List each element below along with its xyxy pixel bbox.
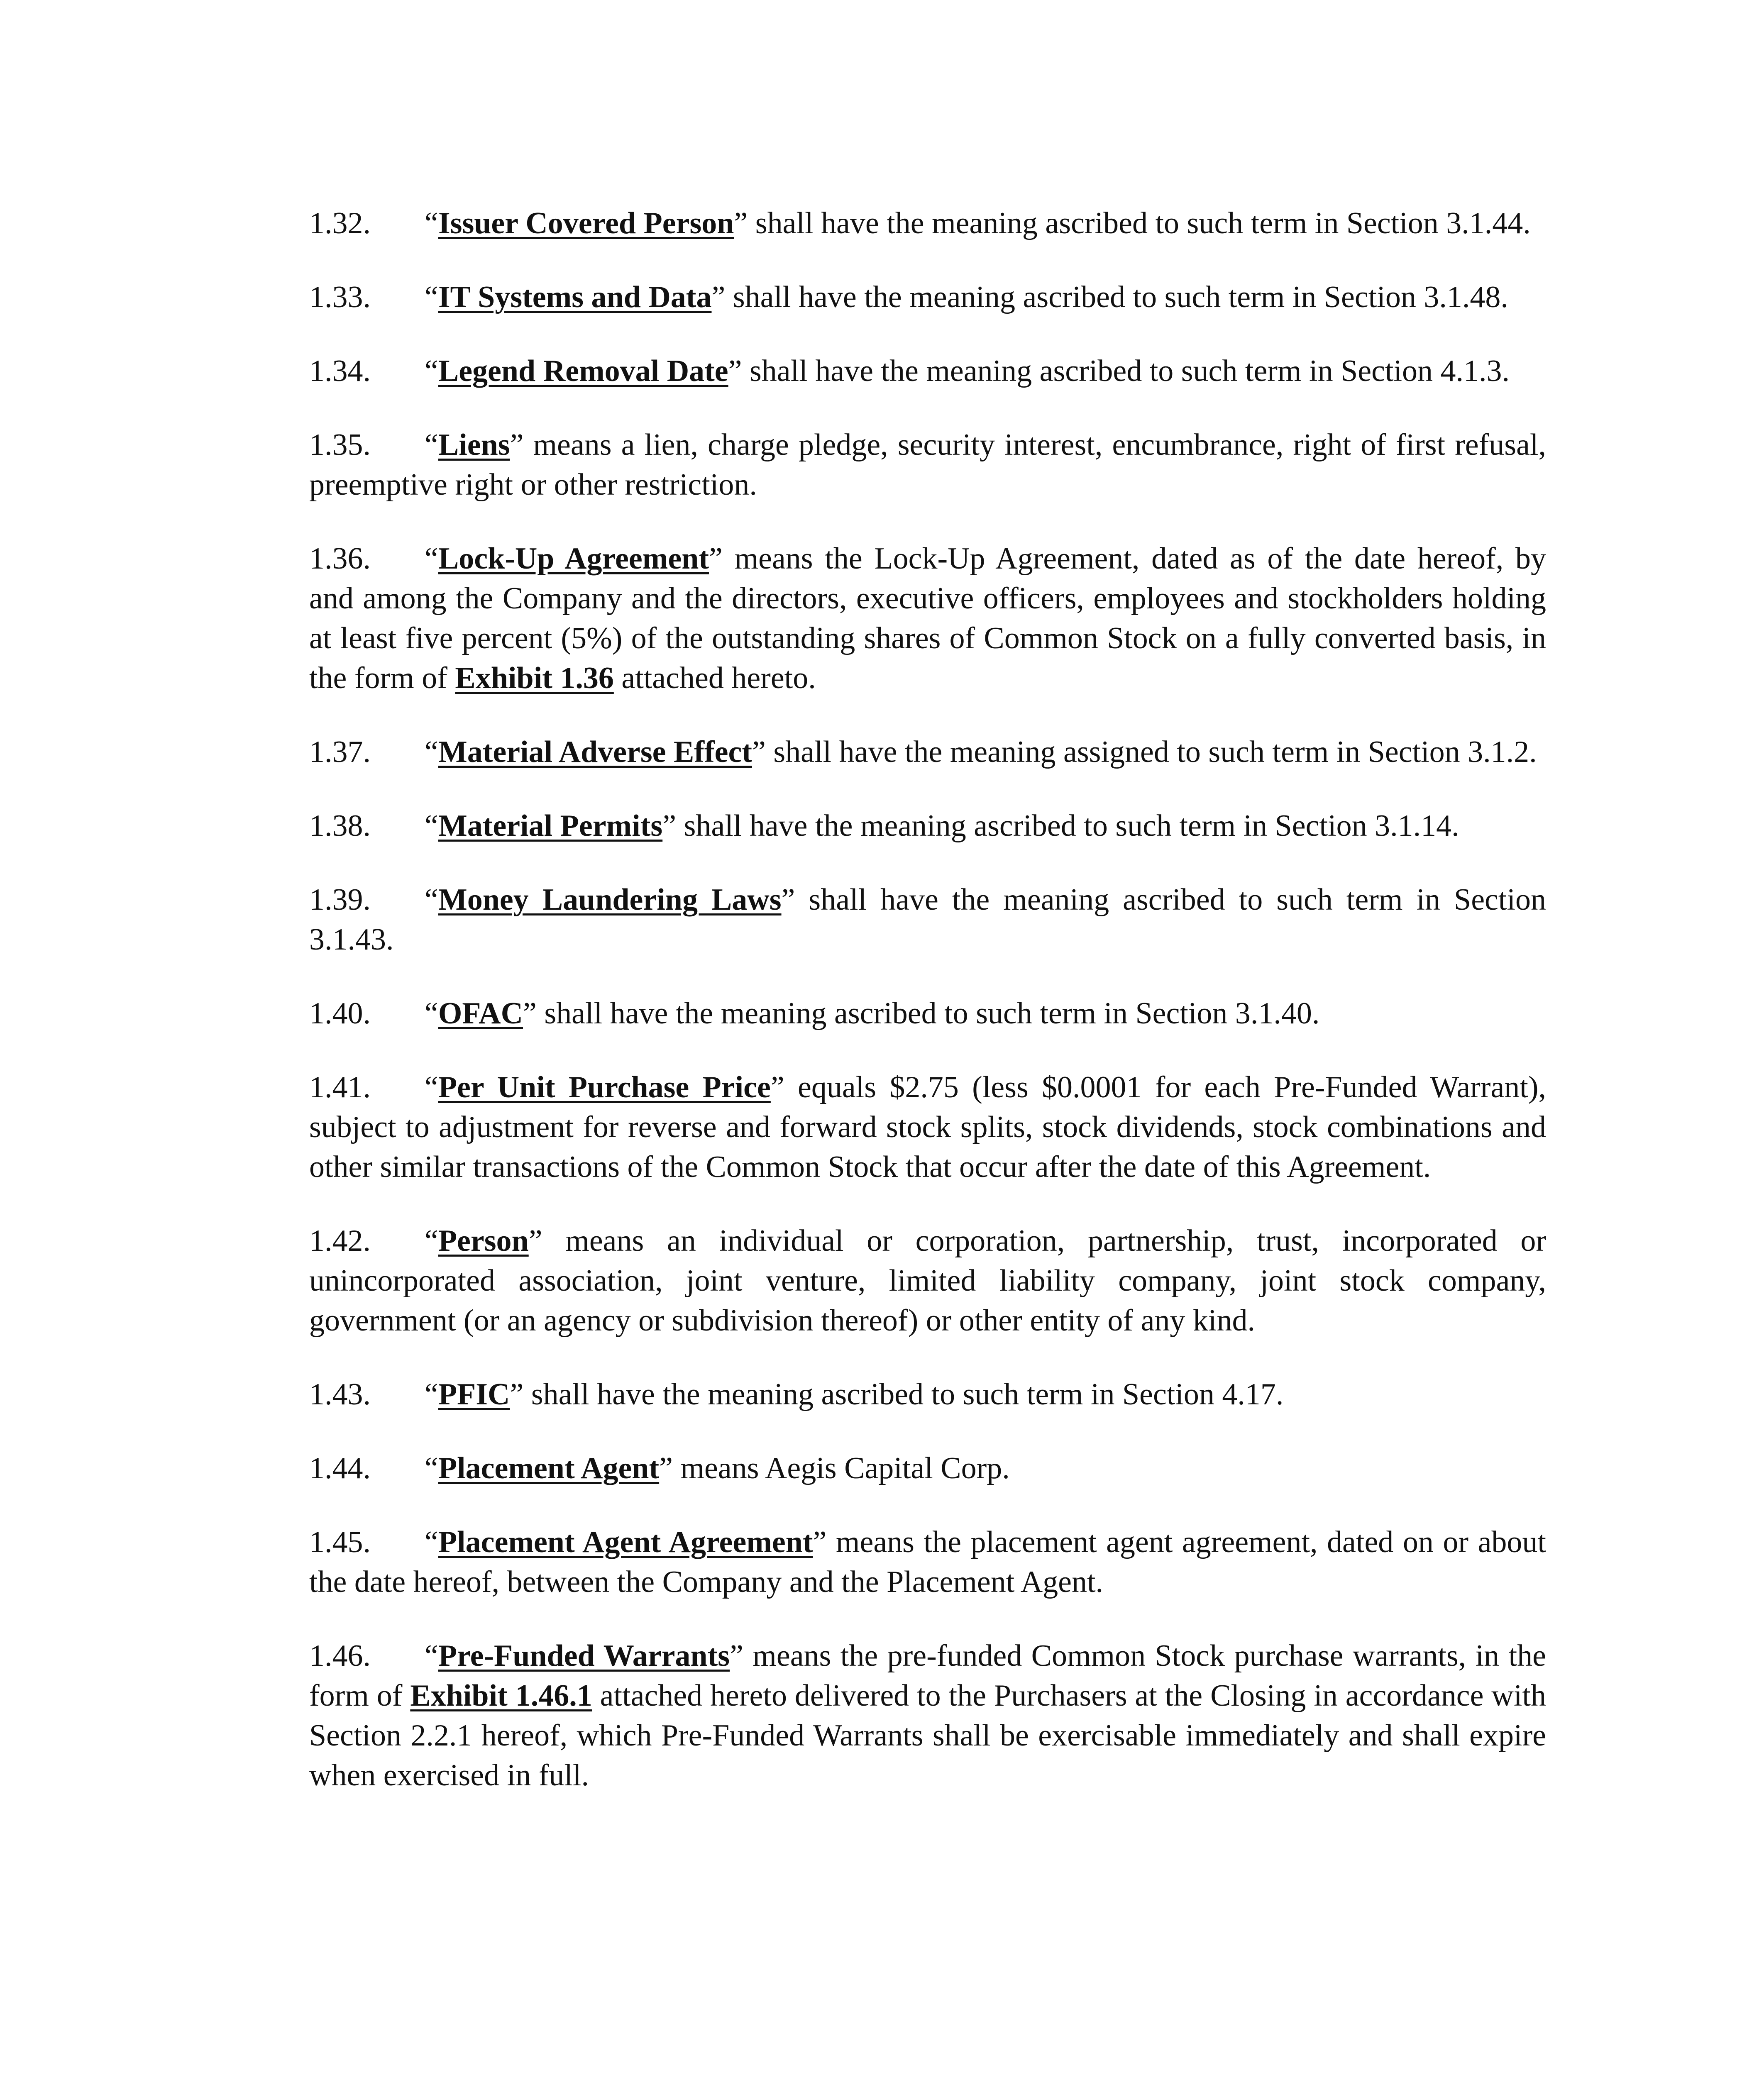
definition-text: shall have the meaning ascribed to such term in Section 3.1.48.	[725, 280, 1508, 314]
definition-text-continued: attached hereto delivered to the Purchasers at the Closing in accordance with Section 2.2.1 hereof, which Pre-Funded Warrants shall be exercisable immediately and shall expire when exercised in full.	[309, 1679, 1546, 1792]
definition-text: shall have the meaning assigned to such term in Section 3.1.2.	[765, 735, 1537, 769]
definition-number: 1.38.	[309, 809, 371, 843]
definition-text: means a lien, charge pledge, security interest, encumbrance, right of first refusal, preemptive right or other restriction.	[309, 428, 1546, 502]
definitions-list	[309, 203, 1546, 1829]
defined-term: Legend Removal Date	[438, 354, 728, 388]
close-quote: ”	[709, 542, 723, 576]
definition-1-44	[309, 1448, 1546, 1488]
close-quote: ”	[528, 1224, 542, 1258]
definition-text: equals $2.75 (less $0.0001 for each Pre-Funded Warrant), subject to adjustment for reverse and forward stock splits, stock dividends, stock combinations and other similar transactions of the Common Stock that occur after the date of this Agreement.	[309, 1070, 1546, 1184]
open-quote: “	[425, 1639, 438, 1673]
open-quote: “	[425, 883, 438, 917]
close-quote: ”	[510, 1377, 524, 1411]
exhibit-reference: Exhibit 1.36	[455, 661, 614, 695]
close-quote: ”	[711, 280, 726, 314]
definition-number: 1.44.	[309, 1451, 371, 1485]
open-quote: “	[425, 542, 438, 576]
defined-term: Material Adverse Effect	[438, 735, 752, 769]
exhibit-reference: Exhibit 1.46.1	[410, 1679, 592, 1713]
definition-text: shall have the meaning ascribed to such term in Section 3.1.14.	[676, 809, 1459, 843]
open-quote: “	[425, 735, 438, 769]
defined-term: Person	[438, 1224, 529, 1258]
definition-number: 1.43.	[309, 1377, 371, 1411]
definition-1-35	[309, 425, 1546, 505]
definition-number: 1.32.	[309, 206, 371, 240]
close-quote: ”	[781, 883, 795, 917]
definition-1-42	[309, 1221, 1546, 1340]
defined-term: Placement Agent	[438, 1451, 660, 1485]
definition-1-43	[309, 1374, 1546, 1414]
definition-number: 1.36.	[309, 542, 371, 576]
defined-term: Material Permits	[438, 809, 663, 843]
definition-number: 1.40.	[309, 996, 371, 1030]
close-quote: ”	[813, 1525, 827, 1559]
close-quote: ”	[728, 354, 742, 388]
definition-1-41	[309, 1067, 1546, 1187]
open-quote: “	[425, 1451, 438, 1485]
definition-number: 1.41.	[309, 1070, 371, 1104]
open-quote: “	[425, 206, 438, 240]
close-quote: ”	[662, 809, 677, 843]
defined-term: Placement Agent Agreement	[438, 1525, 813, 1559]
definition-number: 1.42.	[309, 1224, 371, 1258]
close-quote: ”	[734, 206, 748, 240]
definition-1-34	[309, 351, 1546, 391]
definition-text: means Aegis Capital Corp.	[672, 1451, 1010, 1485]
defined-term: Money Laundering Laws	[438, 883, 782, 917]
definition-text: shall have the meaning ascribed to such term in Section 4.17.	[523, 1377, 1284, 1411]
definition-1-36	[309, 539, 1546, 698]
definition-text: shall have the meaning ascribed to such term in Section 4.1.3.	[742, 354, 1510, 388]
open-quote: “	[425, 1070, 438, 1104]
open-quote: “	[425, 996, 438, 1030]
open-quote: “	[425, 1525, 438, 1559]
defined-term: Per Unit Purchase Price	[438, 1070, 771, 1104]
definition-text: shall have the meaning ascribed to such term in Section 3.1.44.	[748, 206, 1531, 240]
definition-text: means the Lock-Up Agreement, dated as of the date hereof, by and among the Company and the directors, executive officers, employees and stockholders holding at least five percent (5%) of the outstanding shares of Common Stock on a fully converted basis, in the form of	[309, 542, 1546, 695]
definition-text: means the placement agent agreement, dated on or about the date hereof, between the Company and the Placement Agent.	[309, 1525, 1546, 1599]
open-quote: “	[425, 428, 438, 462]
defined-term: PFIC	[438, 1377, 510, 1411]
definition-text: shall have the meaning ascribed to such term in Section 3.1.40.	[536, 996, 1320, 1030]
definition-number: 1.34.	[309, 354, 371, 388]
defined-term: IT Systems and Data	[438, 280, 712, 314]
defined-term: Issuer Covered Person	[438, 206, 734, 240]
close-quote: ”	[752, 735, 766, 769]
close-quote: ”	[523, 996, 537, 1030]
defined-term: Liens	[438, 428, 510, 462]
defined-term: Lock-Up Agreement	[438, 542, 709, 576]
definition-1-46	[309, 1636, 1546, 1795]
open-quote: “	[425, 354, 438, 388]
definition-1-39	[309, 880, 1546, 959]
definition-1-45	[309, 1522, 1546, 1602]
definition-number: 1.37.	[309, 735, 371, 769]
open-quote: “	[425, 280, 438, 314]
close-quote: ”	[730, 1639, 743, 1673]
definition-1-33	[309, 277, 1546, 317]
open-quote: “	[425, 1224, 438, 1258]
definition-text: means an individual or corporation, partnership, trust, incorporated or unincorporated association, joint venture, limited liability company, joint stock company, government (or an agency or subdivision thereof) or other entity of any kind.	[309, 1224, 1546, 1338]
definition-number: 1.39.	[309, 883, 371, 917]
definition-1-38	[309, 806, 1546, 846]
definition-text: means the pre-funded Common Stock purchase warrants, in the form of	[309, 1639, 1546, 1713]
definition-1-32	[309, 203, 1546, 243]
close-quote: ”	[770, 1070, 784, 1104]
definition-1-40	[309, 994, 1546, 1033]
definition-1-37	[309, 732, 1546, 772]
definition-number: 1.35.	[309, 428, 371, 462]
close-quote: ”	[659, 1451, 673, 1485]
close-quote: ”	[510, 428, 524, 462]
defined-term: Pre-Funded Warrants	[438, 1639, 730, 1673]
definition-text-continued: attached hereto.	[613, 661, 816, 695]
definition-number: 1.45.	[309, 1525, 371, 1559]
defined-term: OFAC	[438, 996, 523, 1030]
open-quote: “	[425, 1377, 438, 1411]
definition-number: 1.46.	[309, 1639, 371, 1673]
open-quote: “	[425, 809, 438, 843]
definition-text: shall have the meaning ascribed to such term in Section 3.1.43.	[309, 883, 1547, 957]
definition-number: 1.33.	[309, 280, 371, 314]
